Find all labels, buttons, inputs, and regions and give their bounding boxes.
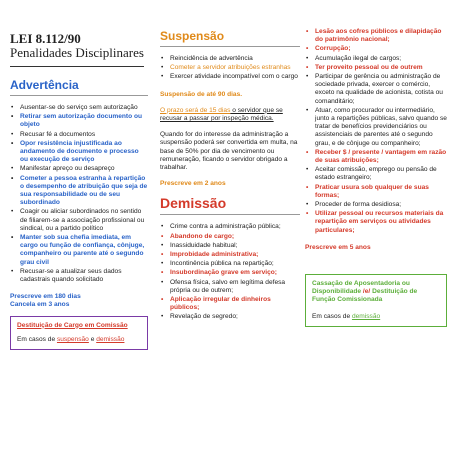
column-advertencia [10,0,148,453]
suspensao-list [160,55,300,82]
box-text-prefix: Em casos de [17,335,57,343]
advertencia-list [10,104,148,284]
prazo-suffix: o servidor que se recusar a passar por inspeção médica. [160,106,283,123]
link-demissao-green: demissão [351,312,381,320]
cassacao-title [312,280,440,305]
column-demissao-cont [305,0,447,453]
list-item: • Ofensa física, salvo em legítima defesa própria ou de outrem; [170,279,300,295]
multa-text: Quando for do interesse da administração a suspensão poderá ser convertida em multa, na base de 50% por dia de vencimento ou remuneração, ficando o servidor obrigado a trabalhar. [160,131,298,172]
link-demissao: demissão [96,335,125,343]
heading-suspensao: Suspensão [160,29,225,43]
list-item: • Ausentar-se do serviço sem autorização [20,104,148,112]
list-item: • Coagir ou aliciar subordinados no sentido de filiarem-se a associação profissional ou sindical, ou a partido político [20,208,148,233]
cassacao-box [305,274,447,327]
suspensao-divider [160,46,300,47]
heading-advertencia: Advertência [10,78,79,92]
title-divider [10,66,144,67]
list-item: • Praticar usura sob qualquer de suas formas; [315,184,447,200]
document-subtitle: Penalidades Disciplinares [10,45,144,60]
prescreve-5: Prescreve em 5 anos [305,243,371,251]
list-item: • Utilizar pessoal ou recursos materiais da repartição em serviços ou atividades particulares; [315,210,447,235]
destituicao-cargo-text [17,336,141,344]
heading-divider [10,95,148,96]
list-item: • Acumulação ilegal de cargos; [315,55,447,63]
list-item: • Corrupção; [315,45,447,53]
cassacao-text [312,313,440,321]
document-title: LEI 8.112/90 [10,31,81,46]
list-item: • Reincidência de advertência [170,55,300,63]
list-item: • Recusar-se a atualizar seus dados cadastrais quando solicitado [20,268,148,284]
list-item: • Recusar fé a documentos [20,131,148,139]
list-item: • Incontinência pública na repartição; [170,260,300,268]
demissao-divider [160,214,300,215]
prazo-prefix: O prazo será de 15 dias [160,106,231,114]
box-text-and: e [88,335,97,343]
cassacao-title-a: Cassação de Aposentadoria ou Disponibilidade [312,280,410,296]
list-item: • Receber $ / presente / vantagem em razão de suas atribuições; [315,149,447,165]
column-suspensao-demissao [160,0,300,453]
destituicao-cargo-box [10,316,148,350]
list-item: • Exercer atividade incompatível com o cargo [170,73,300,81]
prazo-inspecao [160,107,300,123]
cassacao-title-c: Destituição de Função Comissionada [312,288,418,304]
list-item: • Proceder de forma desidiosa; [315,201,447,209]
prescreve-180: Prescreve em 180 dias [10,293,81,301]
cassacao-text-prefix: Em casos de [312,312,352,320]
list-item: • Participar de gerência ou administração de sociedade privada, exercer o comércio, exceto na qualidade de acionista, cotista ou comanditário; [315,73,447,106]
link-suspensao: suspensão [56,335,89,343]
list-item: • Aplicação irregular de dinheiros públicos; [170,296,300,312]
list-item: • Improbidade administrativa; [170,251,300,259]
list-item: • Ter proveito pessoal ou de outrem [315,64,447,72]
list-item: • Lesão aos cofres públicos e dilapidação do patrimônio nacional; [315,28,447,44]
destituicao-cargo-title: Destituição de Cargo em Comissão [17,321,128,329]
list-item: • Crime contra a administração pública; [170,223,300,231]
suspensao-ate: Suspensão de até 90 dias. [160,90,243,98]
cancela-3: Cancela em 3 anos [10,301,70,309]
list-item: • Manifestar apreço ou desapreço [20,165,148,173]
list-item: • Cometer a pessoa estranha à repartição o desempenho de atribuição que seja de sua responsabilidade ou de seu subordinado [20,175,148,208]
demissao-list [160,223,300,321]
demissao-list-continued [305,28,447,235]
list-item: • Manter sob sua chefia imediata, em cargo ou função de confiança, cônjuge, companheiro ou parente até o segundo grau civil [20,234,148,267]
list-item: • Opor resistência injustificada ao andamento de documento e processo ou execução de serviço [20,140,148,165]
prescreve-2: Prescreve em 2 anos [160,180,226,188]
list-item: • Revelação de segredo; [170,313,300,321]
list-item: • Insubordinação grave em serviço; [170,269,300,277]
list-item: • Aceitar comissão, emprego ou pensão de estado estrangeiro; [315,166,447,182]
heading-demissao: Demissão [160,195,227,212]
list-item: • Abandono de cargo; [170,233,300,241]
list-item: • Inassiduidade habitual; [170,242,300,250]
cassacao-title-b: /e/ [362,288,371,296]
list-item: • Retirar sem autorização documento ou objeto [20,113,148,129]
list-item: • Cometer a servidor atribuições estranhas [170,64,300,72]
list-item: • Atuar, como procurador ou intermediário, junto a repartições públicas, salvo quando se tratar de benefícios previdenciários ou assistenciais de parentes até o segundo grau, e de cônjuge ou companheiro; [315,107,447,148]
